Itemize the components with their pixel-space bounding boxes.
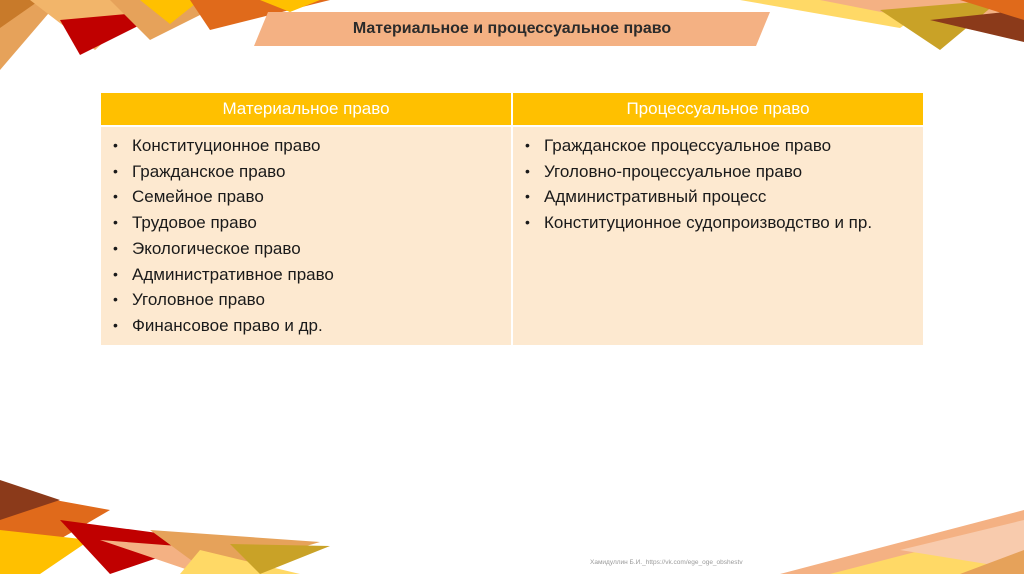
list-item: • Трудовое право (113, 213, 257, 233)
list-item: • Экологическое право (113, 238, 301, 258)
footer-credit: Хамидуллин Б.И._https://vk.com/ege_oge_obshestv (590, 559, 743, 566)
list-item: • Гражданское процессуальное право (525, 136, 832, 155)
list-item: • Конституционное право (113, 136, 321, 155)
list-item: • Административное право (113, 264, 334, 284)
slide-title: Материальное и процессуальное право (352, 20, 672, 37)
procedural-law-cell (512, 126, 923, 345)
material-law-list (109, 133, 503, 339)
column-header-material: Материальное право (101, 93, 512, 126)
list-item: • Финансовое право и др. (113, 315, 323, 335)
material-law-cell (101, 126, 512, 345)
procedural-law-list (521, 133, 915, 236)
list-item: • Гражданское право (113, 161, 286, 181)
list-item: • Административный процесс (525, 187, 767, 207)
list-item: • Семейное право (113, 187, 264, 207)
law-comparison-table (101, 93, 923, 345)
column-header-procedural: Процессуальное право (512, 93, 923, 126)
list-item: • Конституционное судопроизводство и пр. (525, 213, 873, 233)
list-item: • Уголовно-процессуальное право (525, 161, 803, 181)
list-item: • Уголовное право (113, 290, 265, 310)
title-banner (254, 12, 770, 46)
bottom-decoration (0, 480, 1024, 574)
